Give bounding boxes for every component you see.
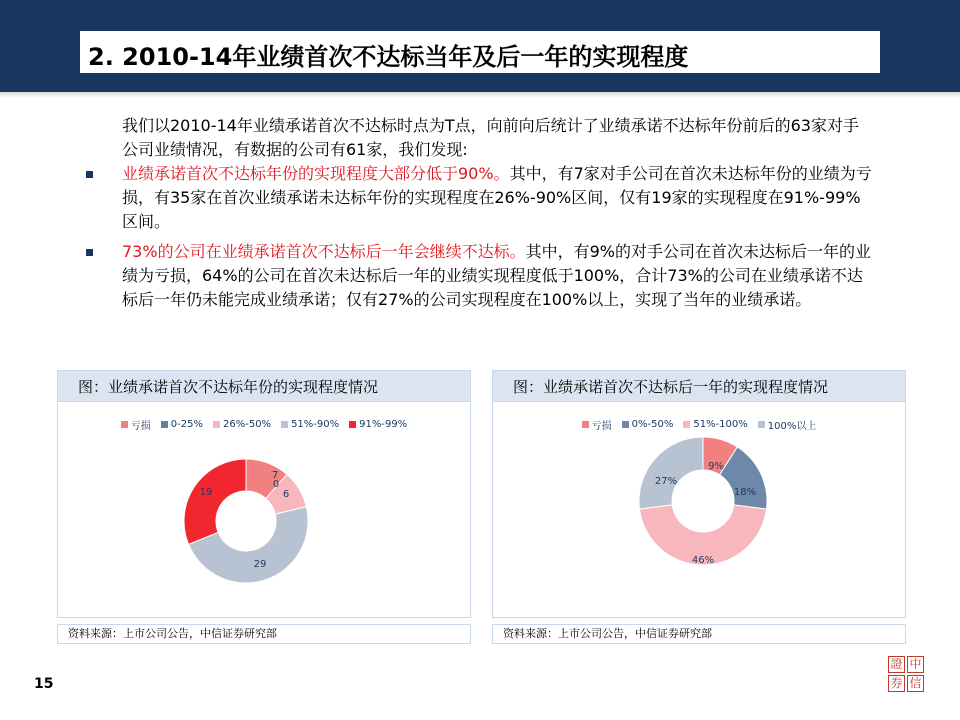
bullet-2-highlight: 73%的公司在业绩承诺首次不达标后一年会继续不达标。 (122, 242, 526, 261)
legend-label: 51%-90% (291, 419, 340, 430)
legend-label: 26%-50% (223, 419, 272, 430)
header-divider (0, 92, 960, 98)
legend-label: 91%-99% (359, 419, 408, 430)
right-chart-panel (492, 370, 906, 618)
data-label: 19 (199, 487, 213, 498)
legend-label: 亏损 (591, 421, 612, 432)
legend-label: 0-25% (170, 419, 203, 430)
right-source-note: 资料来源：上市公司公告，中信证券研究部 (492, 624, 906, 644)
bullet-1-text: 其中，有7家对手公司在首次未达标年份的业绩为亏损，有35家在首次业绩承诺未达标年份的实现程度在26%-90%区间，仅有19家的实现程度在91%-99%区间。 (122, 164, 872, 231)
bullet-2-text: 其中，有9%的对手公司在首次未达标后一年的业绩为亏损，64%的公司在首次未达标后一年的业绩实现程度低于100%，合计73%的公司在业绩承诺不达标后一年仍未能完成业绩承诺；仅有27%的公司实现程度在100%以上，实现了当年的业绩承诺。 (122, 242, 871, 309)
left-donut-chart (58, 371, 470, 617)
logo-char: 中 (907, 656, 924, 673)
square-bullet-icon (86, 249, 93, 256)
data-label: 29 (253, 559, 267, 570)
left-chart-panel (57, 370, 471, 618)
data-label: 7 (271, 470, 279, 481)
page-number: 15 (34, 676, 54, 692)
bullet-point-1 (122, 162, 872, 234)
body-text (122, 114, 872, 312)
logo-char: 信 (907, 675, 924, 692)
legend-label: 100%以上 (767, 421, 817, 432)
square-bullet-icon (86, 171, 93, 178)
left-source-note: 资料来源：上市公司公告，中信证券研究部 (57, 624, 471, 644)
citic-securities-logo (888, 656, 926, 694)
left-chart-title: 图：业绩承诺首次不达标年份的实现程度情况 (78, 378, 379, 396)
bullet-1-highlight: 业绩承诺首次不达标年份的实现程度大部分低于90%。 (122, 164, 510, 183)
intro-paragraph: 我们以2010-14年业绩承诺首次不达标时点为T点，向前向后统计了业绩承诺不达标年份前后的63家对手公司业绩情况，有数据的公司有61家，我们发现: (122, 116, 859, 159)
data-label: 9% (708, 461, 724, 472)
right-chart-title: 图：业绩承诺首次不达标后一年的实现程度情况 (513, 378, 829, 396)
data-label: 6 (282, 489, 290, 500)
data-label: 27% (654, 476, 678, 487)
bullet-point-2 (122, 240, 872, 312)
right-donut-chart (493, 371, 905, 617)
legend-label: 亏损 (130, 421, 151, 432)
title-box (79, 30, 881, 74)
donut-slice (184, 459, 246, 544)
page-title: 2. 2010-14年业绩首次不达标当年及后一年的实现程度 (88, 43, 689, 71)
data-label: 46% (691, 555, 715, 566)
logo-char: 券 (888, 675, 905, 692)
donut-slice (639, 437, 703, 509)
data-label: 18% (733, 487, 757, 498)
legend-label: 51%-100% (693, 419, 748, 430)
data-label: 0 (272, 479, 280, 490)
legend-label: 0%-50% (631, 419, 674, 430)
logo-char: 證 (888, 656, 905, 673)
